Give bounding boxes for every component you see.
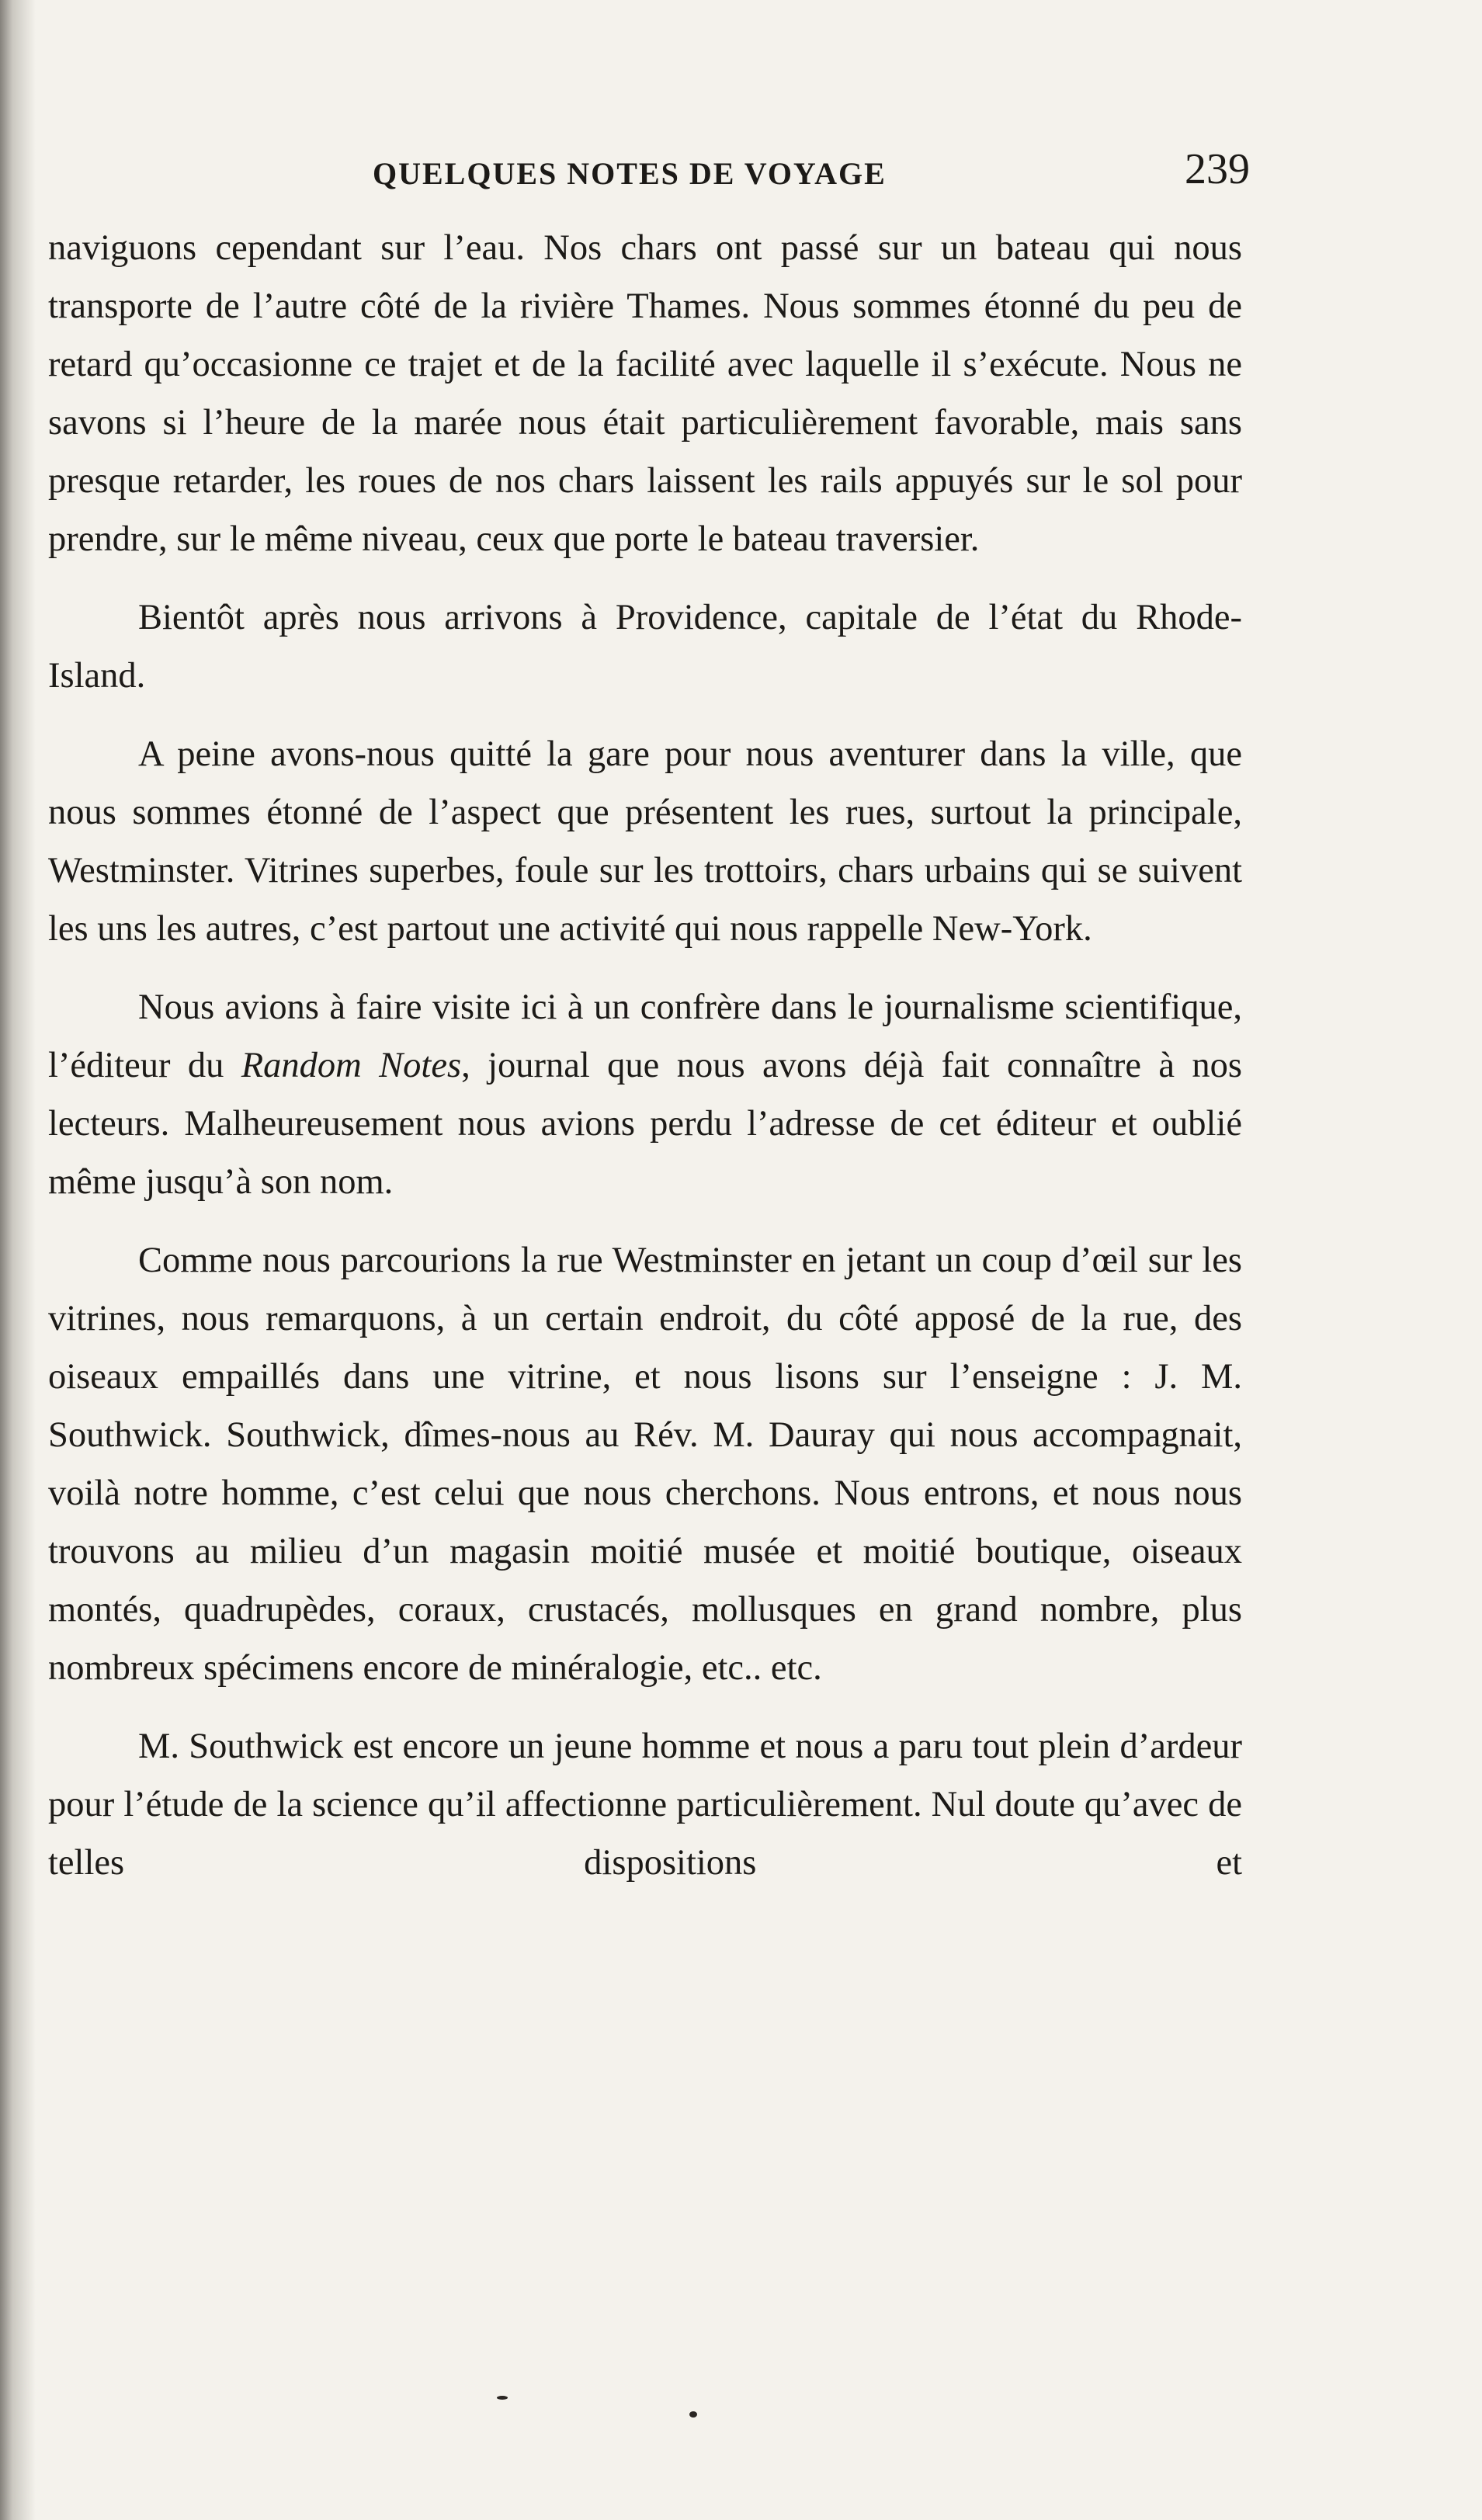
ink-speck xyxy=(497,2396,508,2400)
running-title: QUELQUES NOTES DE VOYAGE xyxy=(373,156,887,191)
paragraph-5: Comme nous parcourions la rue Westminster en jetant un coup d’œil sur les vitrines, nous remarquons, à un certain endroit, du côté apposé de la rue, des oiseaux empaillés dans une vitrine, et nous lisons sur l’enseigne : J. M. Southwick. Southwick, dîmes-nous au Rév. M. Dauray qui nous accompagnait, voilà notre homme, c’est celui que nous cherchons. Nous entrons, et nous nous trouvons au milieu d’un magasin moitié musée et moitié boutique, oiseaux montés, quadrupèdes, coraux, crustacés, mollusques en grand nombre, plus nombreux spécimens encore de minéralogie, etc.. etc. xyxy=(48,1241,1242,1688)
paragraph-3: A peine avons-nous quitté la gare pour nous aventurer dans la ville, que nous sommes étonné de l’aspect que présentent les rues, surtout la principale, Westminster. Vitrines superbes, foule sur les trottoirs, chars urbains qui se suivent les uns les autres, c’est partout une activité qui nous rappelle New-York. xyxy=(48,734,1242,949)
page-number: 239 xyxy=(1185,145,1250,193)
paragraph-2: Bientôt après nous arrivons à Providence, capitale de l’état du Rhode-Island. xyxy=(48,598,1242,696)
paragraph-4-text-before: Nous avions à faire visite ici à un confrère dans le journalisme scientifique, l’éditeur du xyxy=(48,988,1242,1085)
paragraph-4-text-after: , journal que nous avons déjà fait connaître à nos lecteurs. Malheureusement nous avions perdu l’adresse de cet éditeur et oublié même jusqu’à son nom. xyxy=(48,1046,1242,1202)
paragraph-4 xyxy=(48,978,1242,1211)
scanned-page-edge xyxy=(0,0,36,2520)
ink-speck xyxy=(689,2411,697,2418)
page-header xyxy=(140,138,1265,200)
page-body xyxy=(48,219,1242,1892)
paragraph-1: naviguons cependant sur l’eau. Nos chars ont passé sur un bateau qui nous transporte de l’autre côté de la rivière Thames. Nous sommes étonné du peu de retard qu’occasionne ce trajet et de la facilité avec laquelle il s’exécute. Nous ne savons si l’heure de la marée nous était particulièrement favorable, mais sans presque retarder, les roues de nos chars laissent les rails appuyés sur le sol pour prendre, sur le même niveau, ceux que porte le bateau traversier. xyxy=(48,228,1242,559)
journal-title: Random Notes xyxy=(241,1046,462,1085)
paragraph-6: M. Southwick est encore un jeune homme et nous a paru tout plein d’ardeur pour l’étude de la science qu’il affectionne particulièrement. Nul doute qu’avec de telles dispositions et xyxy=(48,1727,1242,1883)
